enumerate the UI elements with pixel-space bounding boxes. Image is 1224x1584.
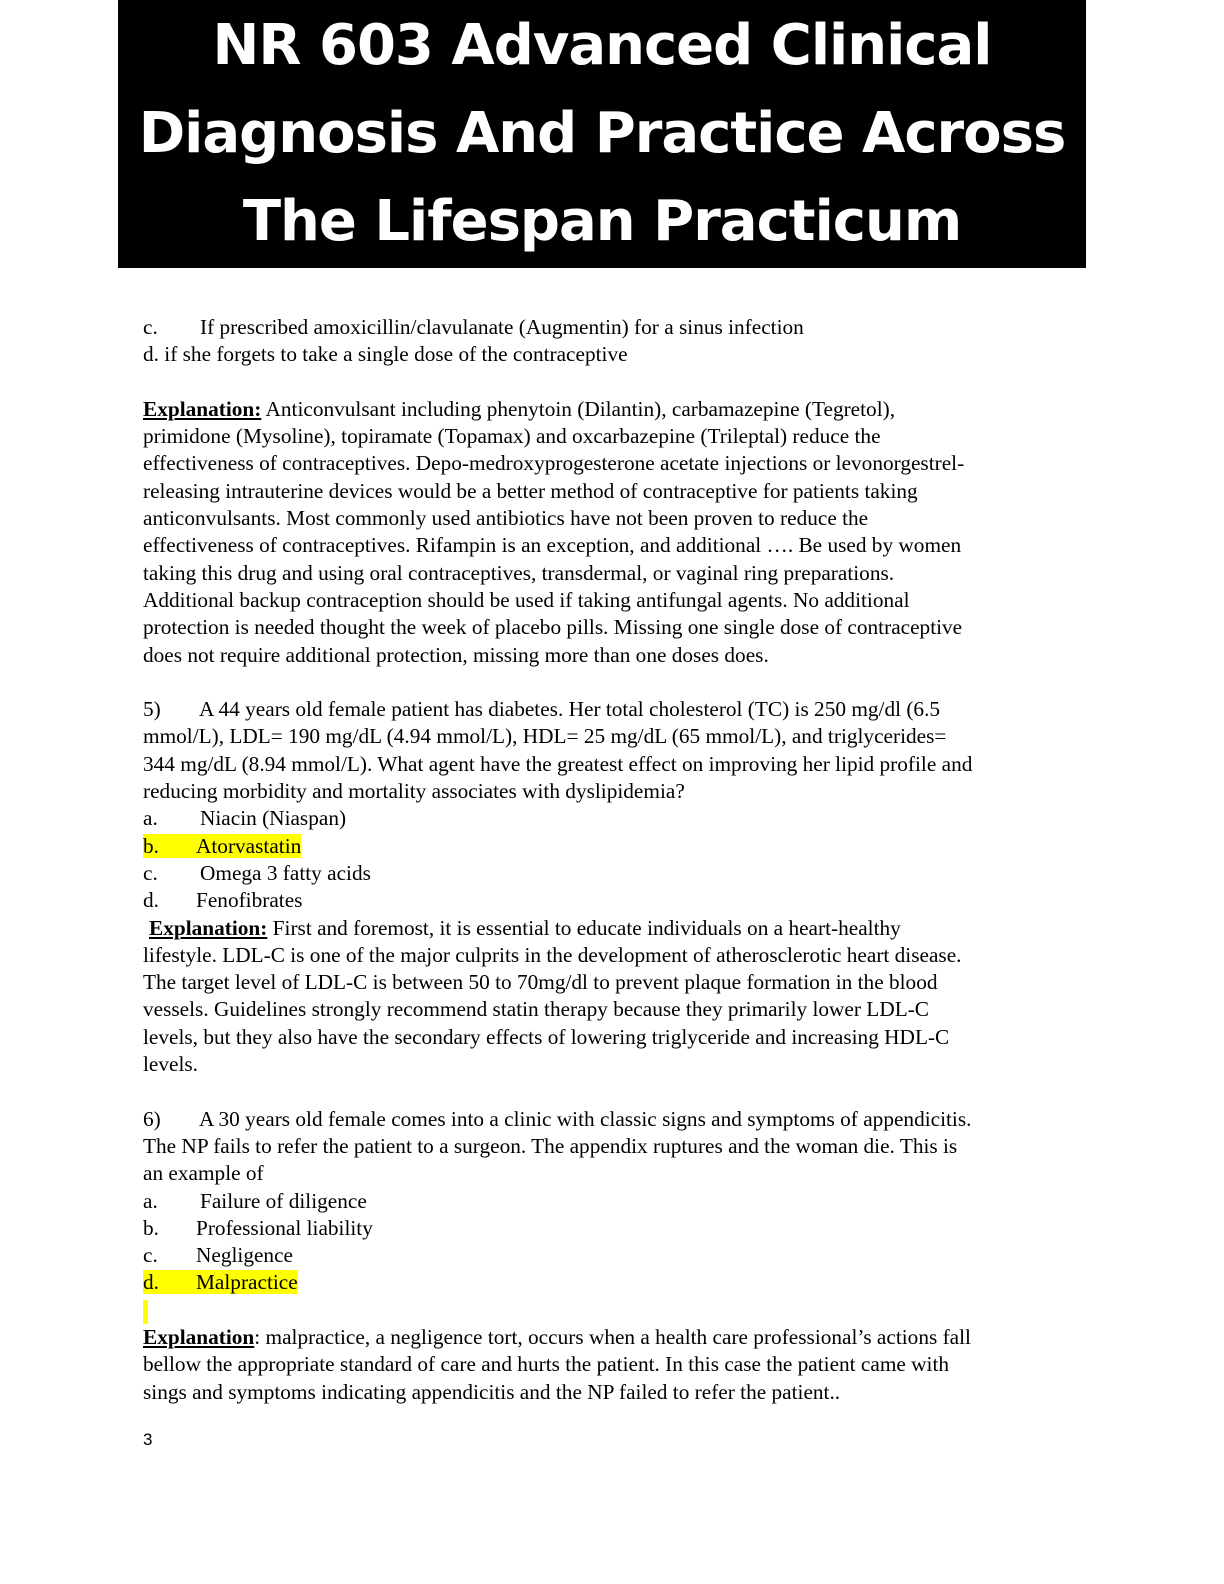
q6-stem-line bbox=[143, 1106, 1073, 1133]
q6-option-b bbox=[143, 1215, 1073, 1242]
q5-option-c-letter: c. bbox=[143, 860, 158, 885]
q4-explanation-line: taking this drug and using oral contraceptives, transdermal, or vaginal ring preparations. bbox=[143, 560, 895, 585]
q5-explanation-line: levels, but they also have the secondary effects of lowering triglyceride and increasing HDL-C bbox=[143, 1024, 950, 1049]
q4-explanation-line: primidone (Mysoline), topiramate (Topamax) and oxcarbazepine (Trileptal) reduce the bbox=[143, 424, 881, 449]
q4-explanation-line: Additional backup contraception should be used if taking antifungal agents. No additional bbox=[143, 587, 910, 612]
q5-option-c-text: Omega 3 fatty acids bbox=[200, 860, 371, 885]
title-banner bbox=[118, 0, 1086, 268]
q6-option-d-letter: d. bbox=[143, 1270, 159, 1295]
q6-explanation-line bbox=[143, 1324, 1073, 1351]
document-body bbox=[143, 314, 1073, 1406]
q5-option-d-letter: d. bbox=[143, 888, 159, 913]
q4-explanation-text: Anticonvulsant including phenytoin (Dilantin), carbamazepine (Tegretol), bbox=[261, 396, 896, 421]
q6-stem-line: an example of bbox=[143, 1161, 264, 1186]
q6-explanation-text: : malpractice, a negligence tort, occurs when a health care professional’s actions fall bbox=[254, 1324, 971, 1349]
q5-option-a-text: Niacin (Niaspan) bbox=[200, 806, 347, 831]
q4-explanation-line: anticonvulsants. Most commonly used antibiotics have not been proven to reduce the bbox=[143, 506, 869, 531]
q5-explanation-text: First and foremost, it is essential to educate individuals on a heart-healthy bbox=[267, 915, 901, 940]
q5-option-a bbox=[143, 805, 1073, 832]
title-line-3: The Lifespan Practicum bbox=[242, 189, 962, 254]
q4-explanation-line: effectiveness of contraceptives. Depo-medroxyprogesterone acetate injections or levonorgestrel- bbox=[143, 451, 965, 476]
title-line-2: Diagnosis And Practice Across bbox=[138, 101, 1066, 166]
q5-explanation-line: levels. bbox=[143, 1052, 198, 1077]
page-number: 3 bbox=[143, 1430, 153, 1449]
q4-explanation-line: effectiveness of contraceptives. Rifampin is an exception, and additional …. Be used by women bbox=[143, 533, 962, 558]
q6-number: 6) bbox=[143, 1106, 161, 1131]
q5-option-b-answer bbox=[143, 833, 1073, 860]
q6-option-d-answer bbox=[143, 1269, 1073, 1296]
q4-option-c-letter: c. bbox=[143, 315, 158, 339]
answer-highlight bbox=[143, 834, 301, 858]
q5-option-d bbox=[143, 887, 1073, 914]
q4-option-c-text: If prescribed amoxicillin/clavulanate (Augmentin) for a sinus infection bbox=[200, 315, 804, 339]
q5-option-b-letter: b. bbox=[143, 833, 159, 858]
q4-explanation-line: protection is needed thought the week of placebo pills. Missing one single dose of contraceptive bbox=[143, 615, 963, 640]
highlight-mark bbox=[143, 1300, 148, 1324]
q5-option-a-letter: a. bbox=[143, 806, 158, 831]
q5-explanation-line: vessels. Guidelines strongly recommend statin therapy because they primarily lower LDL-C bbox=[143, 997, 929, 1022]
q6-option-c bbox=[143, 1242, 1073, 1269]
q4-explanation-line bbox=[143, 396, 1073, 423]
q5-stem-text: A 44 years old female patient has diabetes. Her total cholesterol (TC) is 250 mg/dl (6.5 bbox=[199, 697, 941, 722]
q5-explanation-label: Explanation: bbox=[149, 915, 268, 940]
q4-explanation-line: releasing intrauterine devices would be a better method of contraceptive for patients taking bbox=[143, 478, 918, 503]
q5-explanation-line: lifestyle. LDL-C is one of the major culprits in the development of atherosclerotic heart disease. bbox=[143, 942, 962, 967]
q5-stem-line: reducing morbidity and mortality associates with dyslipidemia? bbox=[143, 779, 685, 804]
q5-option-c bbox=[143, 860, 1073, 887]
q5-option-d-text: Fenofibrates bbox=[196, 888, 303, 913]
q6-option-d-text: Malpractice bbox=[196, 1270, 298, 1295]
q4-explanation-label: Explanation: bbox=[143, 396, 262, 421]
q5-number: 5) bbox=[143, 697, 161, 722]
q5-explanation-line bbox=[143, 915, 1073, 942]
q6-explanation-label: Explanation bbox=[143, 1324, 255, 1349]
q6-option-a bbox=[143, 1188, 1073, 1215]
q5-stem-line bbox=[143, 696, 1073, 723]
q6-option-c-text: Negligence bbox=[196, 1243, 293, 1268]
q4-option-c bbox=[143, 314, 1073, 341]
q4-option-d: d. if she forgets to take a single dose of the contraceptive bbox=[143, 342, 628, 367]
q4-explanation-line: does not require additional protection, missing more than one doses does. bbox=[143, 642, 769, 667]
q6-explanation-line: bellow the appropriate standard of care and hurts the patient. In this case the patient came with bbox=[143, 1352, 950, 1377]
title-line-1: NR 603 Advanced Clinical bbox=[212, 13, 992, 78]
q5-explanation-line: The target level of LDL-C is between 50 to 70mg/dl to prevent plaque formation in the blood bbox=[143, 970, 938, 995]
q6-option-c-letter: c. bbox=[143, 1243, 158, 1268]
q6-option-a-letter: a. bbox=[143, 1188, 158, 1213]
q6-explanation-line: sings and symptoms indicating appendicitis and the NP failed to refer the patient.. bbox=[143, 1379, 841, 1404]
highlight-mark-line bbox=[143, 1297, 1073, 1324]
q6-option-a-text: Failure of diligence bbox=[200, 1188, 367, 1213]
q6-option-b-text: Professional liability bbox=[196, 1215, 373, 1240]
q5-stem-line: mmol/L), LDL= 190 mg/dL (4.94 mmol/L), HDL= 25 mg/dL (65 mmol/L), and triglycerides= bbox=[143, 724, 947, 749]
q5-option-b-text: Atorvastatin bbox=[196, 833, 302, 858]
answer-highlight bbox=[143, 1270, 298, 1294]
q5-stem-line: 344 mg/dL (8.94 mmol/L). What agent have the greatest effect on improving her lipid profile and bbox=[143, 751, 973, 776]
q6-stem-line: The NP fails to refer the patient to a surgeon. The appendix ruptures and the woman die. This is bbox=[143, 1133, 958, 1158]
q6-stem-text: A 30 years old female comes into a clinic with classic signs and symptoms of appendicitis. bbox=[199, 1106, 972, 1131]
q6-option-b-letter: b. bbox=[143, 1215, 159, 1240]
